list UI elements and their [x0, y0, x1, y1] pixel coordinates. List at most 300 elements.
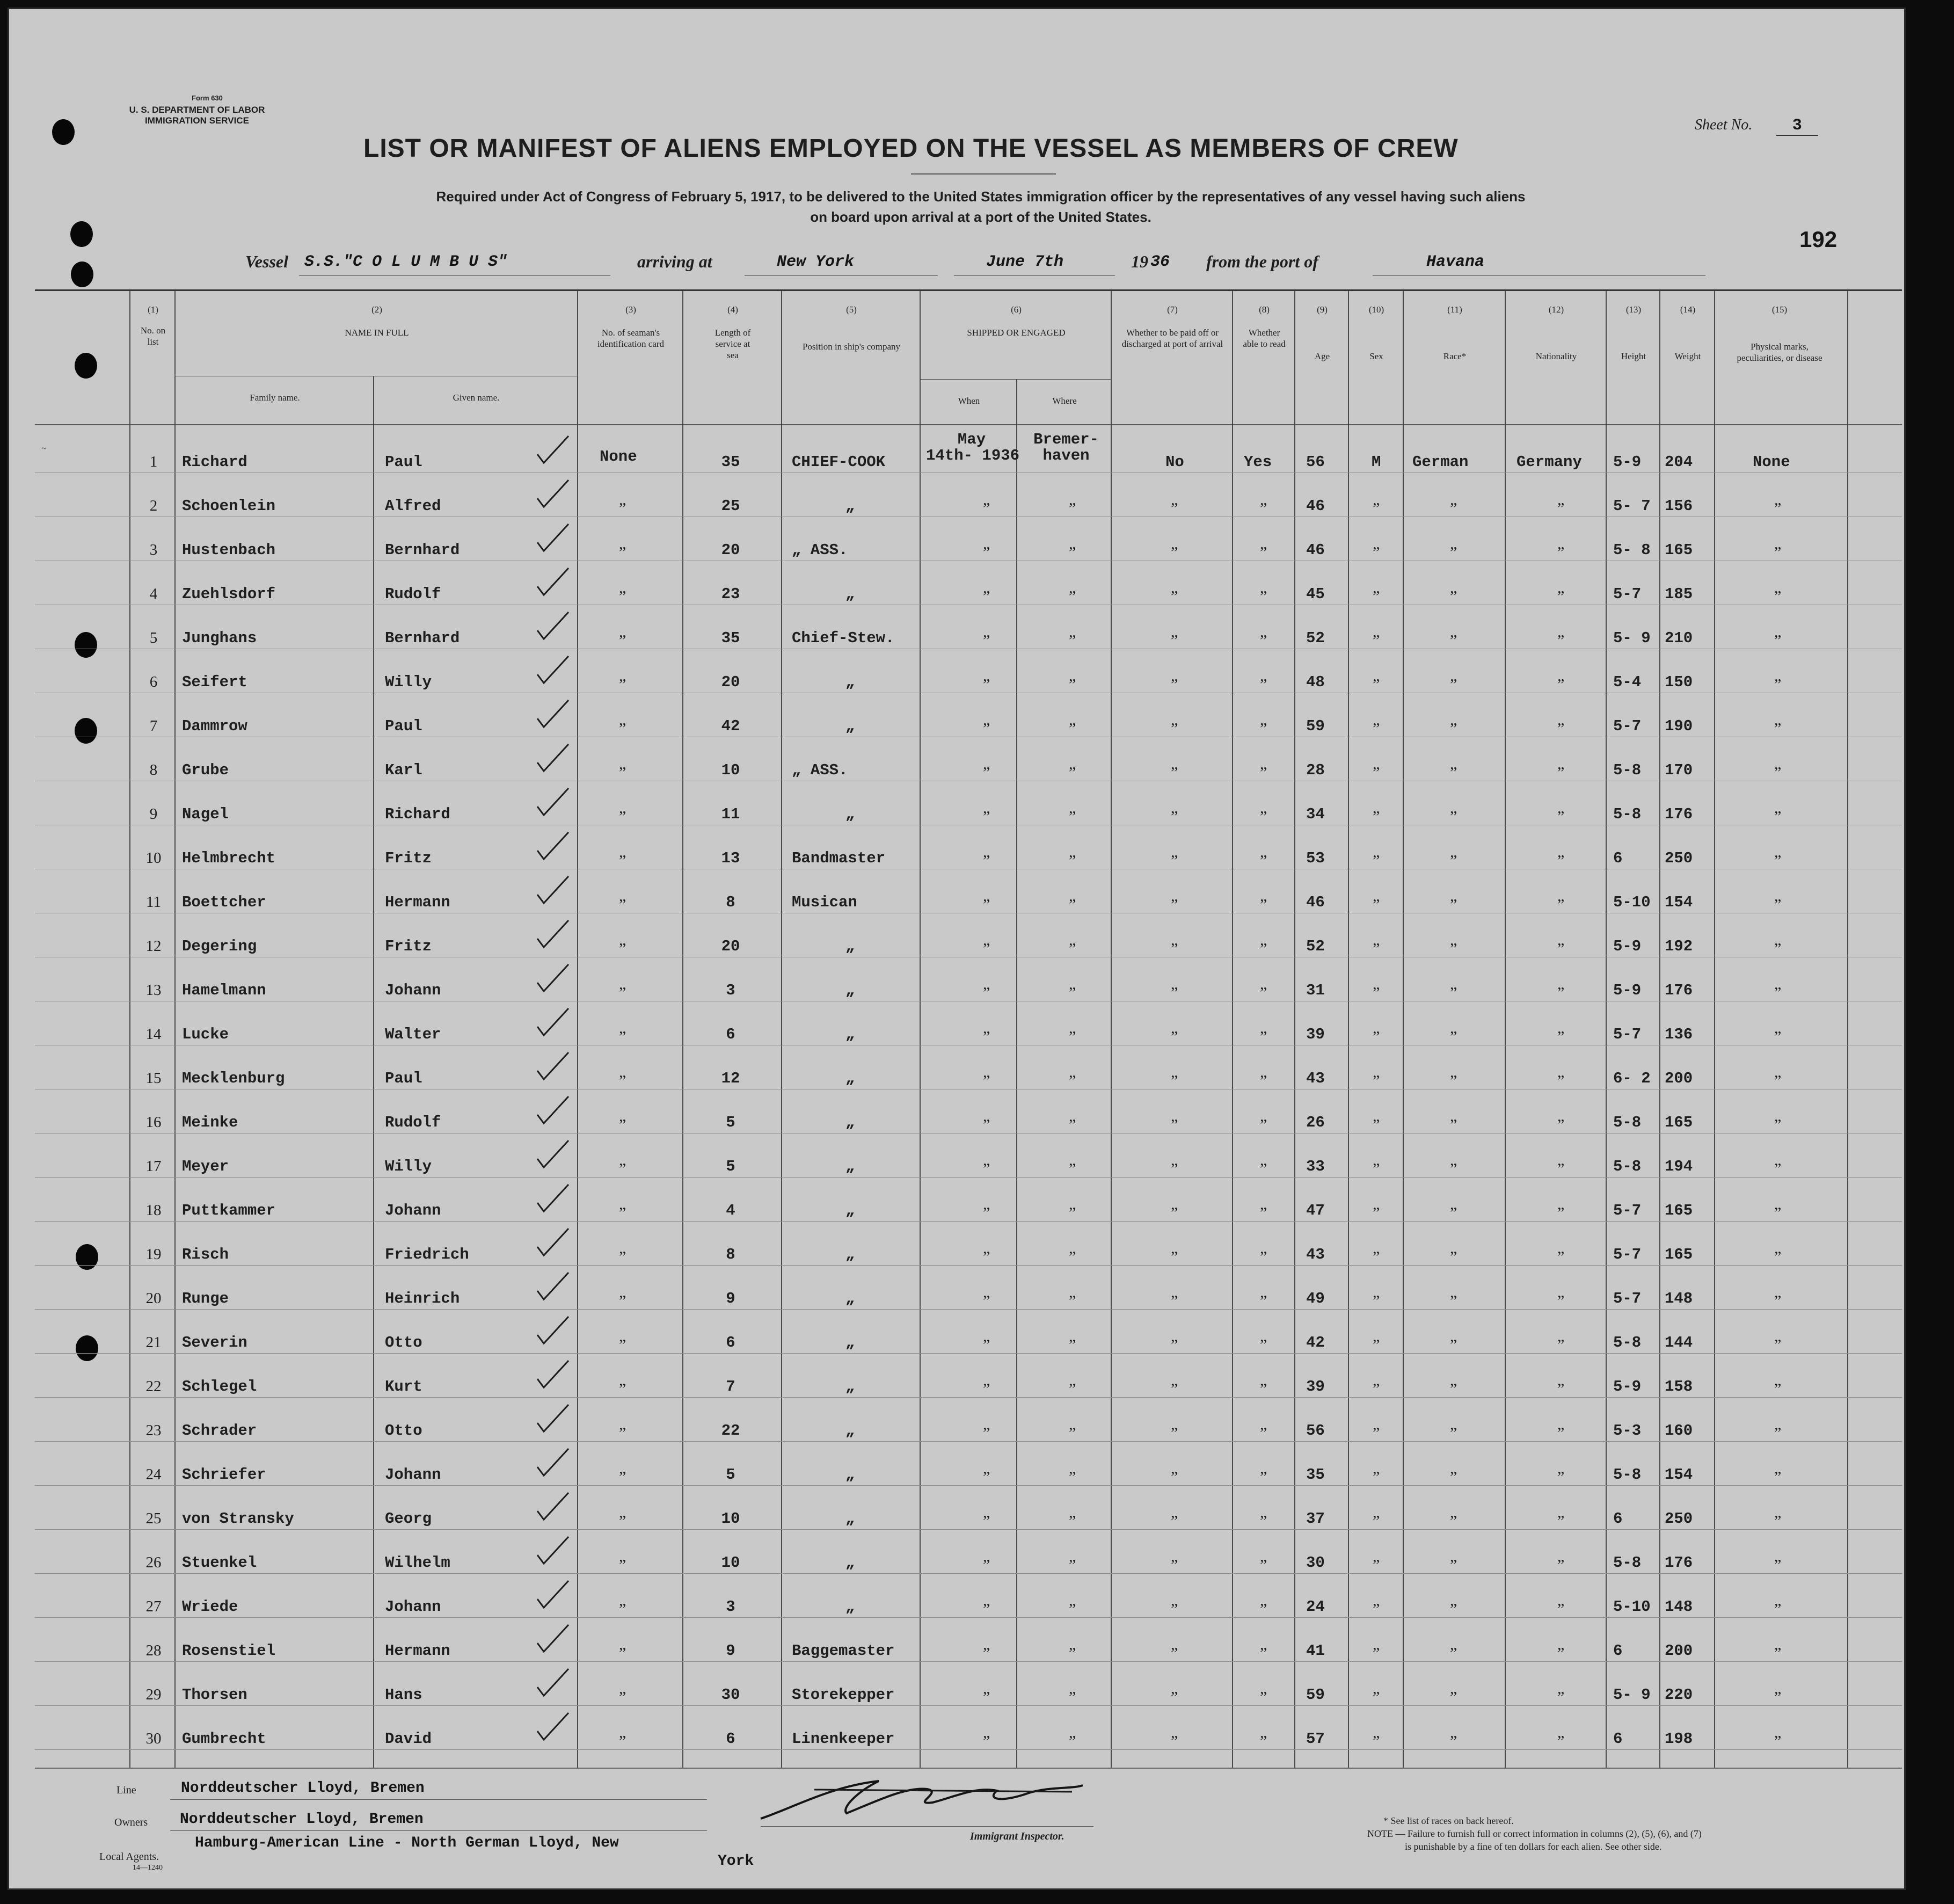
- weight-cell: 176: [1665, 805, 1693, 823]
- card-ditto: „: [619, 1063, 626, 1081]
- row-number-cell: 10: [145, 849, 162, 867]
- title-rule: [911, 173, 1056, 175]
- age-cell: 59: [1306, 1686, 1325, 1704]
- sex-ditto: „: [1373, 491, 1380, 508]
- shipped-when-cell: [926, 431, 1020, 464]
- read-ditto: „: [1260, 1680, 1267, 1697]
- where-ditto: „: [1069, 1151, 1076, 1169]
- row-rule: [35, 1265, 1902, 1266]
- marks-ditto: „: [1774, 1724, 1782, 1741]
- age-cell: 53: [1306, 849, 1325, 867]
- physical-marks-cell: None: [1753, 453, 1790, 471]
- when-ditto: „: [983, 1547, 990, 1565]
- card-ditto: „: [619, 1547, 626, 1565]
- row-rule: [35, 1397, 1902, 1398]
- column-rule: [1348, 291, 1349, 1768]
- weight-cell: 156: [1665, 497, 1693, 515]
- height-cell: 5-7: [1613, 1246, 1642, 1263]
- check-mark-icon: [534, 610, 572, 642]
- family-name-cell: Grube: [182, 761, 229, 779]
- given-name-cell: Johann: [385, 1466, 441, 1484]
- paid-off-ditto: „: [1171, 1680, 1178, 1697]
- sex-ditto: „: [1373, 1724, 1380, 1741]
- position-cell: „: [845, 1554, 855, 1572]
- check-mark-icon: [534, 1358, 572, 1391]
- position-cell: „: [845, 1290, 855, 1307]
- read-ditto: „: [1260, 1283, 1267, 1301]
- page-number: 192: [1799, 227, 1838, 252]
- race-ditto: „: [1450, 711, 1457, 729]
- agents-label: Local Agents.: [99, 1851, 159, 1863]
- weight-cell: 185: [1665, 585, 1693, 603]
- age-cell: 56: [1306, 1422, 1325, 1440]
- header-family-name: Family name.: [250, 393, 300, 403]
- height-cell: 5- 9: [1613, 1686, 1651, 1704]
- where-ditto: „: [1069, 1636, 1076, 1653]
- marks-ditto: „: [1774, 579, 1782, 597]
- port-underline: [745, 275, 938, 276]
- when-ditto: „: [983, 755, 990, 773]
- paid-off-ditto: „: [1171, 887, 1178, 905]
- check-mark-icon: [534, 918, 572, 950]
- position-cell: „: [845, 585, 855, 603]
- form-number: Form 630: [192, 94, 223, 102]
- family-name-cell: von Stransky: [182, 1510, 294, 1528]
- card-ditto: „: [619, 1019, 626, 1037]
- header-col-7: (7) Whether to be paid off or discharged at port of arrival: [1121, 304, 1223, 349]
- when-ditto: „: [983, 579, 990, 597]
- family-name-cell: Meyer: [182, 1158, 229, 1175]
- row-number-cell: 8: [149, 761, 158, 779]
- header-where: Where: [1052, 396, 1077, 406]
- row-number-cell: 14: [145, 1026, 162, 1043]
- race-ditto: „: [1450, 799, 1457, 817]
- height-cell: 5-8: [1613, 761, 1642, 779]
- row-number-cell: 29: [145, 1686, 162, 1703]
- inspector-underline: [761, 1826, 1093, 1827]
- weight-cell: 250: [1665, 849, 1693, 867]
- vessel-name: S.S."C O L U M B U S": [304, 253, 508, 271]
- service-cell: 9: [726, 1290, 735, 1307]
- where-ditto: „: [1069, 579, 1076, 597]
- position-cell: Storekepper: [792, 1686, 895, 1704]
- position-cell: „: [845, 1422, 855, 1440]
- family-name-cell: Hamelmann: [182, 982, 266, 999]
- nationality-ditto: „: [1557, 1591, 1565, 1609]
- check-mark-icon: [534, 1006, 572, 1038]
- weight-cell: 158: [1665, 1378, 1693, 1396]
- where-ditto: „: [1069, 1107, 1076, 1125]
- sex-ditto: „: [1373, 1063, 1380, 1081]
- card-ditto: „: [619, 1151, 626, 1169]
- family-name-cell: Seifert: [182, 673, 247, 691]
- race-ditto: „: [1450, 491, 1457, 508]
- sex-ditto: „: [1373, 843, 1380, 861]
- where-ditto: „: [1069, 1239, 1076, 1257]
- row-rule: [35, 1353, 1902, 1354]
- when-ditto: „: [983, 1283, 990, 1301]
- marks-ditto: „: [1774, 491, 1782, 508]
- service-cell: 11: [721, 805, 740, 823]
- sex-ditto: „: [1373, 1547, 1380, 1565]
- position-cell: „: [845, 1114, 855, 1131]
- weight-cell: 165: [1665, 1246, 1693, 1263]
- where-ditto: „: [1069, 1503, 1076, 1521]
- family-name-cell: Wriede: [182, 1598, 238, 1616]
- nationality-ditto: „: [1557, 1327, 1565, 1345]
- punch-hole: [71, 261, 93, 287]
- paid-off-ditto: „: [1171, 535, 1178, 553]
- when-ditto: „: [983, 843, 990, 861]
- given-name-cell: Alfred: [385, 497, 441, 515]
- height-cell: 5-3: [1613, 1422, 1642, 1440]
- departure-port: Havana: [1426, 253, 1485, 271]
- marks-ditto: „: [1774, 1547, 1782, 1565]
- card-ditto: „: [619, 1327, 626, 1345]
- row-number-cell: 18: [145, 1202, 162, 1219]
- header-col-2: (2) NAME IN FULL: [345, 304, 409, 338]
- height-cell: 5-8: [1613, 805, 1642, 823]
- nationality-ditto: „: [1557, 579, 1565, 597]
- when-ditto: „: [983, 491, 990, 508]
- paid-off-ditto: „: [1171, 1107, 1178, 1125]
- card-ditto: „: [619, 1680, 626, 1697]
- marks-ditto: „: [1774, 1063, 1782, 1081]
- height-cell: 5-7: [1613, 1202, 1642, 1219]
- weight-cell: 165: [1665, 541, 1693, 559]
- where-ditto: „: [1069, 1195, 1076, 1213]
- given-name-cell: Richard: [385, 805, 450, 823]
- given-name-cell: Otto: [385, 1334, 422, 1351]
- position-cell: „: [845, 673, 855, 691]
- marks-ditto: „: [1774, 843, 1782, 861]
- header-when: When: [958, 396, 980, 406]
- check-mark-icon: [534, 1050, 572, 1082]
- position-cell: „: [845, 1510, 855, 1528]
- where-ditto: „: [1069, 623, 1076, 641]
- when-ditto: „: [983, 1459, 990, 1477]
- given-name-cell: Rudolf: [385, 1114, 441, 1131]
- row-rule: [35, 1529, 1902, 1530]
- family-name-cell: Meinke: [182, 1114, 238, 1131]
- when-ditto: „: [983, 1371, 990, 1389]
- margin-notation: ~: [41, 443, 47, 454]
- service-label: IMMIGRATION SERVICE: [145, 115, 249, 126]
- read-ditto: „: [1260, 1107, 1267, 1125]
- service-cell: 5: [726, 1466, 735, 1484]
- marks-ditto: „: [1774, 1151, 1782, 1169]
- paid-off-ditto: „: [1171, 579, 1178, 597]
- age-cell: 45: [1306, 585, 1325, 603]
- marks-ditto: „: [1774, 535, 1782, 553]
- age-cell: 52: [1306, 629, 1325, 647]
- given-name-cell: Georg: [385, 1510, 432, 1528]
- given-name-cell: Kurt: [385, 1378, 422, 1396]
- service-cell: 25: [721, 497, 740, 515]
- subtitle-line-2: on board upon arrival at a port of the United States.: [810, 209, 1151, 225]
- position-cell: „: [845, 938, 855, 955]
- shipped-where-cell: [1020, 432, 1112, 464]
- paid-off-ditto: „: [1171, 623, 1178, 641]
- card-ditto: „: [619, 843, 626, 861]
- service-cell: 6: [726, 1334, 735, 1351]
- column-rule: [373, 376, 374, 1768]
- row-rule: [35, 1617, 1902, 1618]
- paid-off-ditto: „: [1171, 1195, 1178, 1213]
- read-ditto: „: [1260, 799, 1267, 817]
- read-ditto: „: [1260, 623, 1267, 641]
- header-bottom-rule: [35, 424, 1902, 425]
- family-name-cell: Gumbrecht: [182, 1730, 266, 1748]
- sex-ditto: „: [1373, 711, 1380, 729]
- row-rule: [35, 1177, 1902, 1178]
- inspector-label: Immigrant Inspector.: [970, 1830, 1065, 1842]
- card-number-cell: None: [600, 448, 637, 466]
- when-ditto: „: [983, 1591, 990, 1609]
- row-rule: [35, 1221, 1902, 1222]
- paid-off-ditto: „: [1171, 1371, 1178, 1389]
- position-cell: Linenkeeper: [792, 1730, 895, 1748]
- race-cell: German: [1412, 453, 1469, 471]
- read-ditto: „: [1260, 887, 1267, 905]
- row-number-cell: 24: [145, 1466, 162, 1483]
- where-ditto: „: [1069, 1680, 1076, 1697]
- header-col-14: (14) Weight: [1674, 304, 1701, 361]
- race-ditto: „: [1450, 1724, 1457, 1741]
- given-name-cell: Walter: [385, 1026, 441, 1043]
- paid-off-ditto: „: [1171, 843, 1178, 861]
- nationality-ditto: „: [1557, 1503, 1565, 1521]
- header-col-3: (3) No. of seaman's identification card: [597, 304, 665, 349]
- age-cell: 41: [1306, 1642, 1325, 1660]
- paid-off-ditto: „: [1171, 799, 1178, 817]
- marks-ditto: „: [1774, 799, 1782, 817]
- owners-underline: [170, 1830, 707, 1831]
- paid-off-ditto: „: [1171, 711, 1178, 729]
- marks-ditto: „: [1774, 755, 1782, 773]
- height-cell: 5-9: [1613, 453, 1642, 471]
- marks-ditto: „: [1774, 1636, 1782, 1653]
- weight-cell: 165: [1665, 1114, 1693, 1131]
- card-ditto: „: [619, 535, 626, 553]
- nationality-ditto: „: [1557, 1107, 1565, 1125]
- given-name-cell: Fritz: [385, 849, 432, 867]
- height-cell: 5-8: [1613, 1158, 1642, 1175]
- service-cell: 4: [726, 1202, 735, 1219]
- paid-off-ditto: „: [1171, 975, 1178, 993]
- given-name-cell: Fritz: [385, 938, 432, 955]
- height-cell: 5-9: [1613, 938, 1642, 955]
- height-cell: 6: [1613, 1730, 1623, 1748]
- paid-off-ditto: „: [1171, 1151, 1178, 1169]
- position-cell: „: [845, 1026, 855, 1043]
- card-ditto: „: [619, 1636, 626, 1653]
- paid-off-ditto: „: [1171, 1283, 1178, 1301]
- family-name-cell: Risch: [182, 1246, 229, 1263]
- penalty-note-2: is punishable by a fine of ten dollars for each alien. See other side.: [1405, 1841, 1662, 1852]
- family-name-cell: Schrader: [182, 1422, 257, 1440]
- family-name-cell: Thorsen: [182, 1686, 247, 1704]
- header-col-11: (11) Race*: [1443, 304, 1467, 361]
- sex-ditto: „: [1373, 579, 1380, 597]
- given-name-cell: Johann: [385, 1202, 441, 1219]
- position-cell: „: [845, 1378, 855, 1396]
- read-ditto: „: [1260, 1019, 1267, 1037]
- position-cell: „: [845, 982, 855, 999]
- given-name-cell: Paul: [385, 453, 422, 471]
- position-cell: „: [845, 717, 855, 735]
- age-cell: 48: [1306, 673, 1325, 691]
- nationality-ditto: „: [1557, 1636, 1565, 1653]
- paid-off-ditto: „: [1171, 1415, 1178, 1433]
- column-rule: [1606, 291, 1607, 1768]
- marks-ditto: „: [1774, 887, 1782, 905]
- nationality-ditto: „: [1557, 1063, 1565, 1081]
- read-ditto: „: [1260, 931, 1267, 949]
- card-ditto: „: [619, 1195, 626, 1213]
- height-cell: 5- 7: [1613, 497, 1651, 515]
- sex-ditto: „: [1373, 1151, 1380, 1169]
- read-ditto: „: [1260, 1195, 1267, 1213]
- race-ditto: „: [1450, 931, 1457, 949]
- race-ditto: „: [1450, 1195, 1457, 1213]
- service-cell: 3: [726, 982, 735, 999]
- nationality-ditto: „: [1557, 1459, 1565, 1477]
- row-number-cell: 15: [145, 1070, 162, 1087]
- paid-off-ditto: „: [1171, 1239, 1178, 1257]
- race-ditto: „: [1450, 623, 1457, 641]
- race-ditto: „: [1450, 579, 1457, 597]
- nationality-ditto: „: [1557, 1371, 1565, 1389]
- race-ditto: „: [1450, 535, 1457, 553]
- weight-cell: 176: [1665, 982, 1693, 999]
- age-cell: 46: [1306, 497, 1325, 515]
- row-number-cell: 2: [149, 497, 158, 514]
- when-ditto: „: [983, 1239, 990, 1257]
- header-col-9: (9) Age: [1314, 304, 1330, 361]
- where-ditto: „: [1069, 843, 1076, 861]
- sex-ditto: „: [1373, 1591, 1380, 1609]
- where-ditto: „: [1069, 1459, 1076, 1477]
- card-ditto: „: [619, 623, 626, 641]
- row-rule: [35, 1485, 1902, 1486]
- year-suffix: 36: [1150, 253, 1170, 271]
- column-rule: [920, 291, 921, 1768]
- given-name-cell: David: [385, 1730, 432, 1748]
- read-ditto: „: [1260, 667, 1267, 685]
- weight-cell: 154: [1665, 1466, 1693, 1484]
- footer-note: [1367, 1814, 1893, 1853]
- card-ditto: „: [619, 975, 626, 993]
- row-rule: [35, 1705, 1902, 1706]
- family-name-cell: Boettcher: [182, 893, 266, 911]
- weight-cell: 190: [1665, 717, 1693, 735]
- read-ditto: „: [1260, 1063, 1267, 1081]
- marks-ditto: „: [1774, 1503, 1782, 1521]
- marks-ditto: „: [1774, 1371, 1782, 1389]
- sex-ditto: „: [1373, 931, 1380, 949]
- paid-off-ditto: „: [1171, 1327, 1178, 1345]
- when-ditto: „: [983, 799, 990, 817]
- where-ditto: „: [1069, 711, 1076, 729]
- where-ditto: „: [1069, 1371, 1076, 1389]
- family-name-cell: Schlegel: [182, 1378, 257, 1396]
- age-cell: 37: [1306, 1510, 1325, 1528]
- paid-off-ditto: „: [1171, 1547, 1178, 1565]
- header-col-6: (6) SHIPPED OR ENGAGED: [967, 304, 1066, 338]
- sex-ditto: „: [1373, 1503, 1380, 1521]
- weight-cell: 176: [1665, 1554, 1693, 1572]
- card-ditto: „: [619, 931, 626, 949]
- service-cell: 9: [726, 1642, 735, 1660]
- row-number-cell: 30: [145, 1730, 162, 1747]
- height-cell: 5-8: [1613, 1334, 1642, 1351]
- nationality-ditto: „: [1557, 623, 1565, 641]
- from-port-label: from the port of: [1206, 252, 1318, 271]
- card-ditto: „: [619, 711, 626, 729]
- position-cell: „: [845, 1334, 855, 1351]
- paid-off-ditto: „: [1171, 1591, 1178, 1609]
- height-cell: 5-9: [1613, 982, 1642, 999]
- service-cell: 5: [726, 1158, 735, 1175]
- position-cell: Chief-Stew.: [792, 629, 895, 647]
- sex-ditto: „: [1373, 755, 1380, 773]
- where-ditto: „: [1069, 755, 1076, 773]
- paid-off-ditto: „: [1171, 1636, 1178, 1653]
- card-ditto: „: [619, 1283, 626, 1301]
- position-cell: CHIEF-COOK: [792, 453, 886, 471]
- race-ditto: „: [1450, 1063, 1457, 1081]
- header-col-1: (1) No. on list: [140, 304, 166, 347]
- card-ditto: „: [619, 579, 626, 597]
- row-number-cell: 27: [145, 1598, 162, 1615]
- sex-ditto: „: [1373, 1239, 1380, 1257]
- column-rule: [1714, 291, 1715, 1768]
- weight-cell: 148: [1665, 1598, 1693, 1616]
- read-ditto: „: [1260, 1371, 1267, 1389]
- when-ditto: „: [983, 623, 990, 641]
- shipped-where-line-2: haven: [1042, 447, 1090, 464]
- check-mark-icon: [534, 1579, 572, 1611]
- check-mark-icon: [534, 786, 572, 818]
- card-ditto: „: [619, 1239, 626, 1257]
- position-cell: „: [845, 1070, 855, 1087]
- marks-ditto: „: [1774, 1327, 1782, 1345]
- service-cell: 7: [726, 1378, 735, 1396]
- race-ditto: „: [1450, 843, 1457, 861]
- weight-cell: 204: [1665, 453, 1693, 471]
- height-cell: 5-7: [1613, 1026, 1642, 1043]
- check-mark-icon: [534, 1667, 572, 1699]
- paid-off-ditto: „: [1171, 755, 1178, 773]
- nationality-ditto: „: [1557, 843, 1565, 861]
- check-mark-icon: [534, 1623, 572, 1655]
- where-ditto: „: [1069, 1724, 1076, 1741]
- card-ditto: „: [619, 667, 626, 685]
- nationality-ditto: „: [1557, 975, 1565, 993]
- column-rule: [129, 291, 130, 1768]
- subtitle: [267, 186, 1695, 227]
- age-cell: 34: [1306, 805, 1325, 823]
- where-ditto: „: [1069, 1591, 1076, 1609]
- nationality-ditto: „: [1557, 931, 1565, 949]
- race-ditto: „: [1450, 975, 1457, 993]
- read-ditto: „: [1260, 755, 1267, 773]
- agents-value-2: York: [718, 1853, 754, 1870]
- check-mark-icon: [534, 1314, 572, 1347]
- where-ditto: „: [1069, 491, 1076, 508]
- row-number-cell: 12: [145, 938, 162, 955]
